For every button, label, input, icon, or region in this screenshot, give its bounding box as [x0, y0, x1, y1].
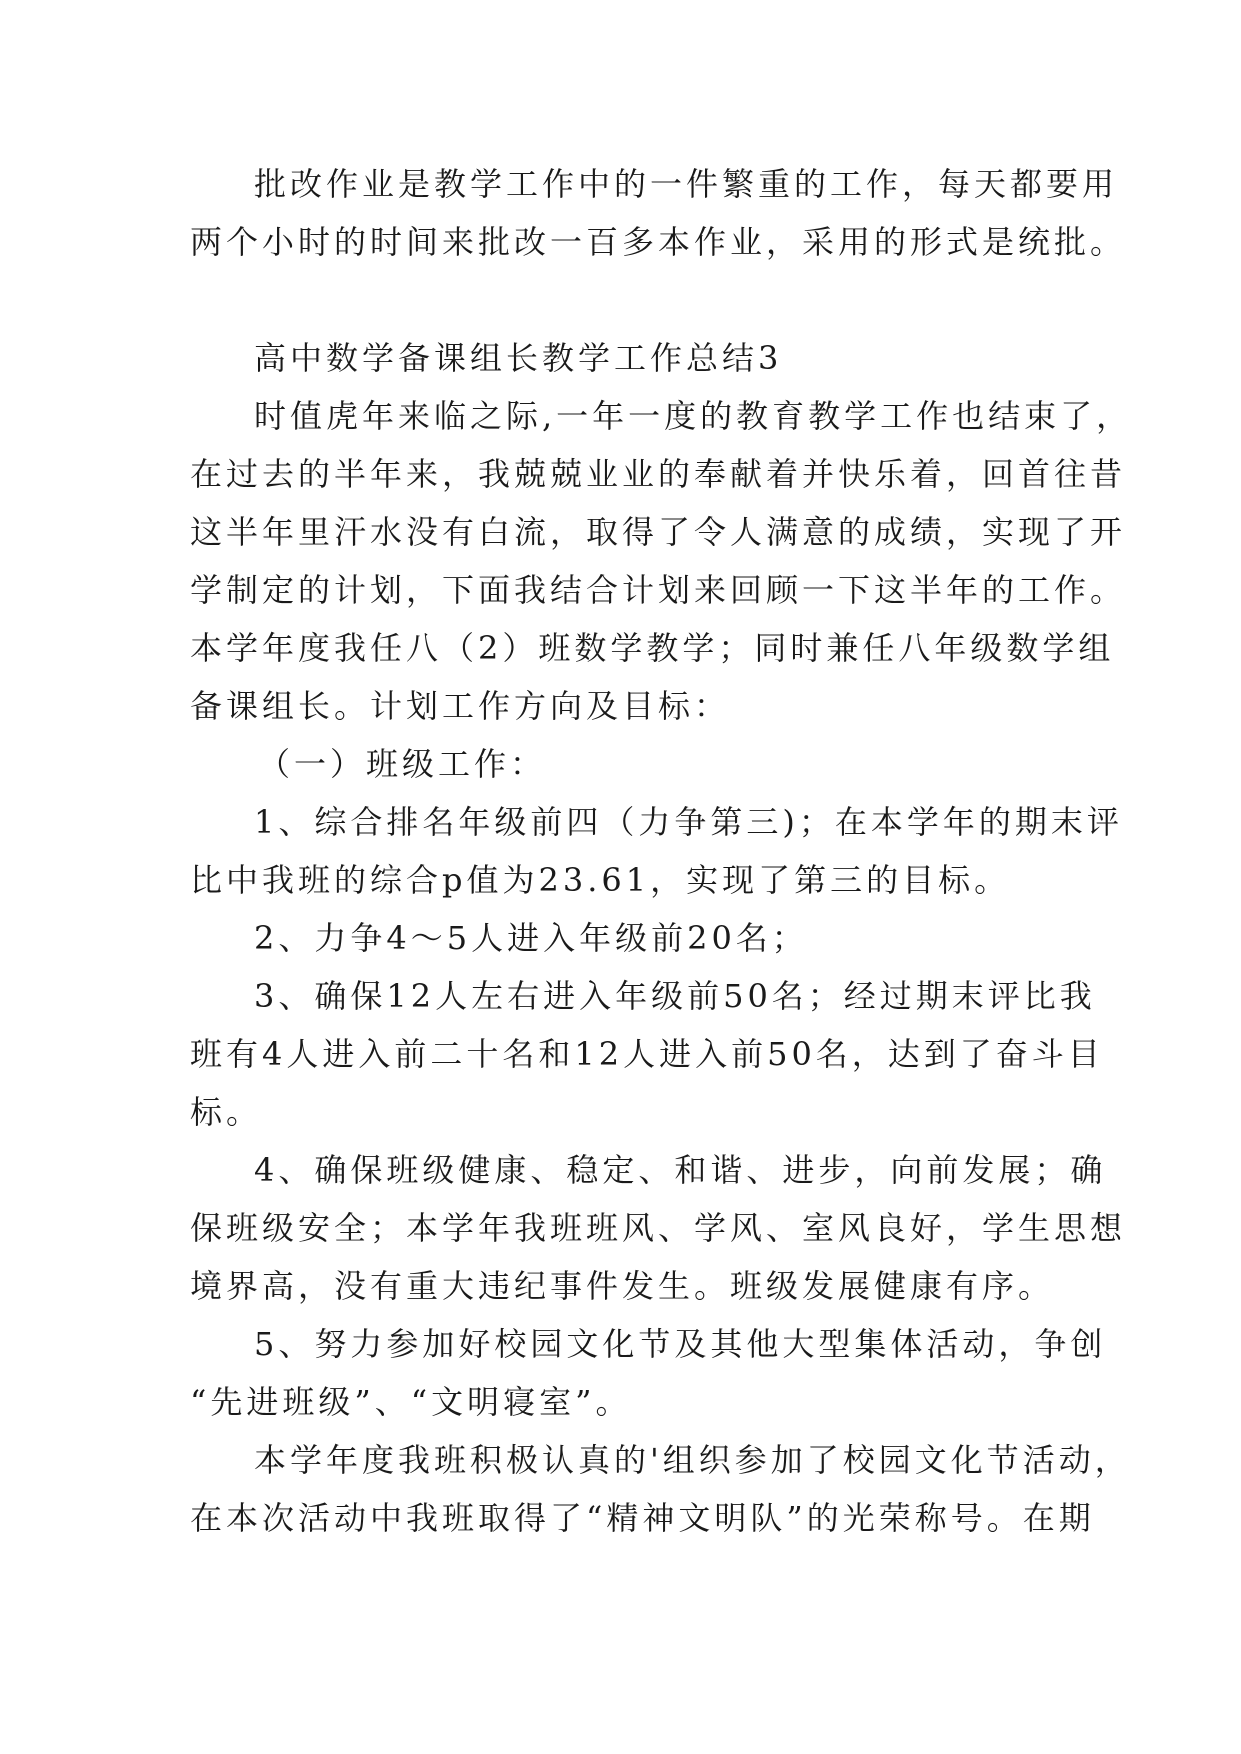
- paragraph-culture-festival: [190, 1431, 1131, 1547]
- text-line: 时值虎年来临之际,一年一度的教育教学工作也结束了，: [254, 397, 1133, 435]
- paragraph-homework: [190, 155, 1127, 271]
- text-line: 本学年度我班积极认真的'组织参加了校园文化节活动，: [254, 1441, 1131, 1479]
- text-line: 两个小时的时间来批改一百多本作业，采用的形式是统批。: [190, 223, 1127, 261]
- heading-text: 高中数学备课组长教学工作总结3: [254, 339, 783, 377]
- document-body: [190, 155, 1133, 1547]
- text-line: 这半年里汗水没有白流，取得了令人满意的成绩，实现了开: [190, 513, 1127, 551]
- class-work-heading: [190, 735, 1070, 793]
- text-line: 比中我班的综合p值为23.61，实现了第三的目标。: [190, 861, 1011, 899]
- paragraph-intro: [190, 387, 1133, 735]
- paragraph-gap: [190, 271, 1070, 329]
- text-line: 4、确保班级健康、稳定、和谐、进步，向前发展；确: [254, 1151, 1107, 1189]
- list-item-4: [190, 1141, 1127, 1315]
- text-line: 班有4人进入前二十名和12人进入前50名，达到了奋斗目: [190, 1035, 1104, 1073]
- text-line: 2、力争4～5人进入年级前20名；: [254, 919, 808, 957]
- text-line: 在过去的半年来，我兢兢业业的奉献着并快乐着，回首往昔: [190, 455, 1127, 493]
- text-line: 境界高，没有重大违纪事件发生。班级发展健康有序。: [190, 1267, 1055, 1305]
- list-item-1: [190, 793, 1123, 909]
- text-line: 在本次活动中我班取得了“精神文明队”的光荣称号。在期: [190, 1499, 1095, 1537]
- list-item-5: [190, 1315, 1107, 1431]
- text-line: 批改作业是教学工作中的一件繁重的工作，每天都要用: [254, 165, 1119, 203]
- text-line: 1、综合排名年级前四（力争第三)；在本学年的期末评: [254, 803, 1123, 841]
- text-line: 学制定的计划，下面我结合计划来回顾一下这半年的工作。: [190, 571, 1127, 609]
- list-item-2: [190, 909, 1070, 967]
- section-heading: [190, 329, 1070, 387]
- text-line: 本学年度我任八（2）班数学教学；同时兼任八年级数学组: [190, 629, 1115, 667]
- text-line: 3、确保12人左右进入年级前50名；经过期末评比我: [254, 977, 1096, 1015]
- text-line: 保班级安全；本学年我班班风、学风、室风良好，学生思想: [190, 1209, 1127, 1247]
- list-item-3: [190, 967, 1104, 1141]
- text-line: 5、努力参加好校园文化节及其他大型集体活动，争创: [254, 1325, 1107, 1363]
- text-line: 标。: [190, 1093, 263, 1131]
- text-line: “先进班级”、“文明寝室”。: [190, 1383, 632, 1421]
- text-line: 备课组长。计划工作方向及目标：: [190, 687, 731, 725]
- subheading-text: （一）班级工作：: [258, 745, 547, 783]
